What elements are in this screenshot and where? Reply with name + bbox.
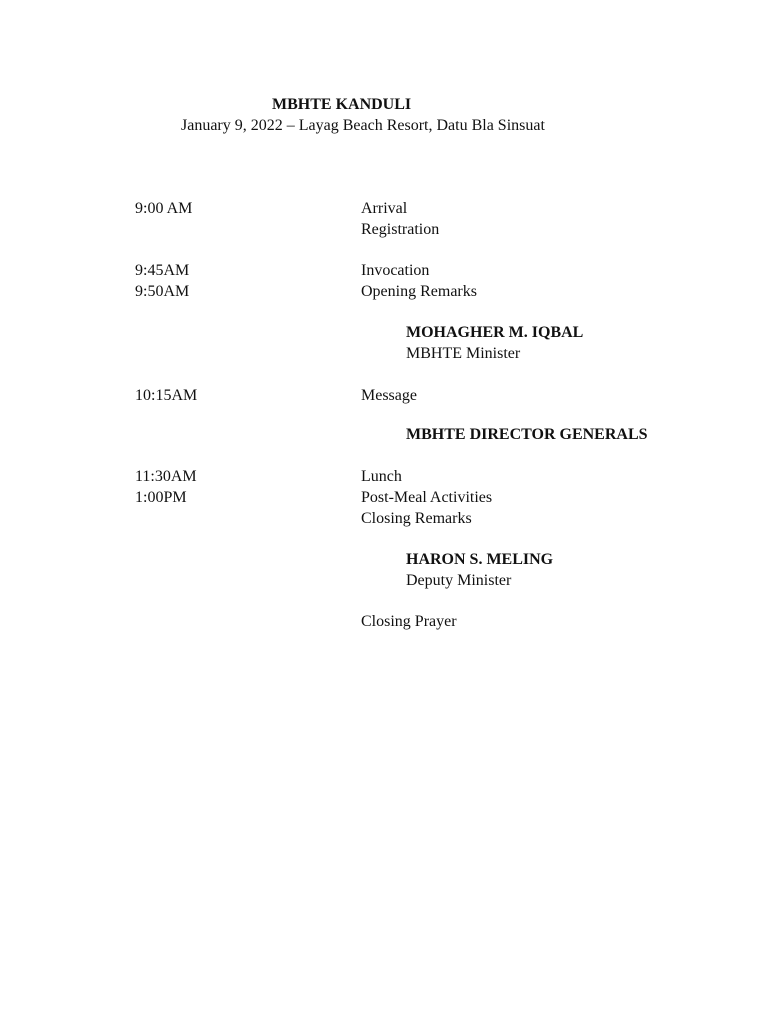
speaker-role-1: MBHTE Minister	[406, 345, 521, 362]
schedule-time-6: 1:00PM	[135, 489, 187, 506]
schedule-event-invocation: Invocation	[361, 262, 430, 279]
schedule-time-4: 10:15AM	[135, 387, 198, 404]
schedule-time-5: 11:30AM	[135, 468, 197, 485]
schedule-event-closing-remarks: Closing Remarks	[361, 510, 472, 527]
schedule-time-2: 9:45AM	[135, 262, 190, 279]
schedule-time-1: 9:00 AM	[135, 200, 193, 217]
schedule-event-post-meal: Post-Meal Activities	[361, 489, 493, 506]
schedule-event-arrival: Arrival	[361, 200, 408, 217]
document-title: MBHTE KANDULI	[272, 96, 412, 113]
schedule-event-opening-remarks: Opening Remarks	[361, 283, 477, 300]
speaker-name-2: MBHTE DIRECTOR GENERALS	[406, 426, 648, 443]
document-subtitle: January 9, 2022 – Layag Beach Resort, Datu Bla Sinsuat	[181, 117, 545, 134]
speaker-name-3: HARON S. MELING	[406, 551, 554, 568]
schedule-event-registration: Registration	[361, 221, 440, 238]
schedule-event-message: Message	[361, 387, 417, 404]
speaker-name-1: MOHAGHER M. IQBAL	[406, 324, 584, 341]
schedule-time-3: 9:50AM	[135, 283, 190, 300]
speaker-role-3: Deputy Minister	[406, 572, 512, 589]
schedule-event-closing-prayer: Closing Prayer	[361, 613, 457, 630]
schedule-event-lunch: Lunch	[361, 468, 402, 485]
